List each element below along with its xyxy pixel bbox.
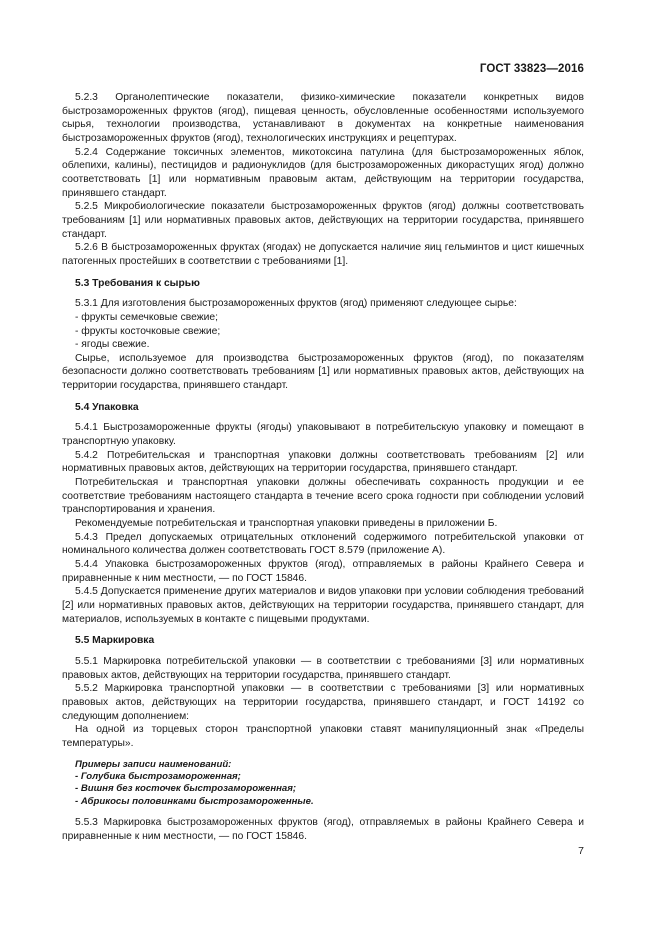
paragraph: 5.4.2 Потребительская и транспортная упаковки должны соответствовать требованиям [2] или нормативных правовых актов, действующих на территории государства, принявшего стандарт. bbox=[62, 449, 584, 475]
paragraph: На одной из торцевых сторон транспортной упаковки ставят манипуляционный знак «Пределы температуры». bbox=[62, 724, 584, 749]
paragraph: 5.5.3 Маркировка быстрозамороженных фруктов (ягод), отправляемых в районы Крайнего Севера и приравненные к ним местности, — по ГОСТ 15846. bbox=[62, 817, 584, 842]
paragraph: 5.4.4 Упаковка быстрозамороженных фруктов (ягод), отправляемых в районы Крайнего Севера и приравненные к ним местности, — по ГОСТ 15846. bbox=[62, 559, 584, 584]
paragraph: Рекомендуемые потребительская и транспортная упаковки приведены в приложении Б. bbox=[75, 518, 498, 530]
example-line: - Вишня без косточек быстрозамороженная; bbox=[75, 783, 297, 795]
example-line: - Абрикосы половинками быстрозамороженные. bbox=[75, 795, 314, 807]
example-line: - Голубика быстрозамороженная; bbox=[75, 770, 241, 782]
paragraph: 5.3.1 Для изготовления быстрозамороженных фруктов (ягод) применяют следующее сырье: bbox=[75, 298, 517, 310]
document-body bbox=[62, 91, 584, 843]
paragraph: 5.4.1 Быстрозамороженные фрукты (ягоды) упаковывают в потребительскую упаковку и помещают в транспортную упаковку. bbox=[62, 422, 584, 448]
list-item: - фрукты семечковые свежие; bbox=[75, 311, 218, 323]
paragraph: 5.2.3 Органолептические показатели, физико-химические показатели конкретных видов быстрозамороженных фруктов (ягод), пищевая ценность, обусловленные особенностями используемого сырья, технологии производства, устанавливают в документах на конкретные наименования быстрозамороженных фруктов (ягод), технологических инструкциях и рецептурах. bbox=[62, 92, 584, 144]
example-line: Примеры записи наименований: bbox=[75, 758, 232, 770]
paragraph: 5.2.4 Содержание токсичных элементов, микотоксина патулина (для быстрозамороженных яблок, облепихи, калины), пестицидов и радионуклидов (для быстрозамороженных дикорастущих ягод) должно соответствовать [1] или нормативным правовым актам, действующим на территории государства, принявшего стандарт. bbox=[62, 146, 584, 199]
paragraph: 5.5.2 Маркировка транспортной упаковки — в соответствии с требованиями [3] или нормативных правовых актов, действующих на территории государства, принявшего стандарт, и ГОСТ 14192 со следующим дополнением: bbox=[62, 683, 584, 722]
list-item: - ягоды свежие. bbox=[75, 339, 150, 351]
section-heading: 5.4 Упаковка bbox=[75, 401, 139, 413]
document-header: ГОСТ 33823—2016 bbox=[479, 63, 584, 75]
page-number: 7 bbox=[578, 845, 584, 857]
list-item: - фрукты косточковые свежие; bbox=[75, 325, 221, 337]
paragraph: Сырье, используемое для производства быстрозамороженных фруктов (ягод), по показателям безопасности должно соответствовать требованиям [1] или нормативных правовых актов, действующих на территории государства, принявшего стандарт. bbox=[62, 352, 584, 392]
section-heading: 5.3 Требования к сырью bbox=[75, 277, 200, 289]
paragraph: 5.4.3 Предел допускаемых отрицательных отклонений содержимого потребительской упаковки от номинального количества должен соответствовать ГОСТ 8.579 (приложение А). bbox=[62, 531, 584, 557]
section-heading: 5.5 Маркировка bbox=[75, 635, 155, 647]
spacer bbox=[62, 751, 584, 759]
paragraph: 5.5.1 Маркировка потребительской упаковки — в соответствии с требованиями [3] или нормативных правовых актов, действующих на территории государства, принявшего стандарт. bbox=[62, 655, 584, 681]
paragraph: 5.4.5 Допускается применение других материалов и видов упаковки при условии соблюдения требований [2] или нормативных правовых актов, действующих на территории государства, принявшего стандарт, для материалов, используемых в контакте с пищевыми продуктами. bbox=[62, 586, 584, 625]
spacer bbox=[62, 808, 584, 816]
paragraph: 5.2.5 Микробиологические показатели быстрозамороженных фруктов (ягод) должны соответствовать требованиям [1] или нормативных правовых актов, действующих на территории государства, принявшего стандарт. bbox=[62, 201, 584, 240]
paragraph: Потребительская и транспортная упаковки должны обеспечивать сохранность продукции и ее соответствие требованиям настоящего стандарта в течение всего срока годности при соблюдении условий транспортирования и хранения. bbox=[62, 477, 584, 516]
paragraph: 5.2.6 В быстрозамороженных фруктах (ягодах) не допускается наличие яиц гельминтов и цист кишечных патогенных простейших в соответствии с требованиями [1]. bbox=[62, 242, 584, 267]
